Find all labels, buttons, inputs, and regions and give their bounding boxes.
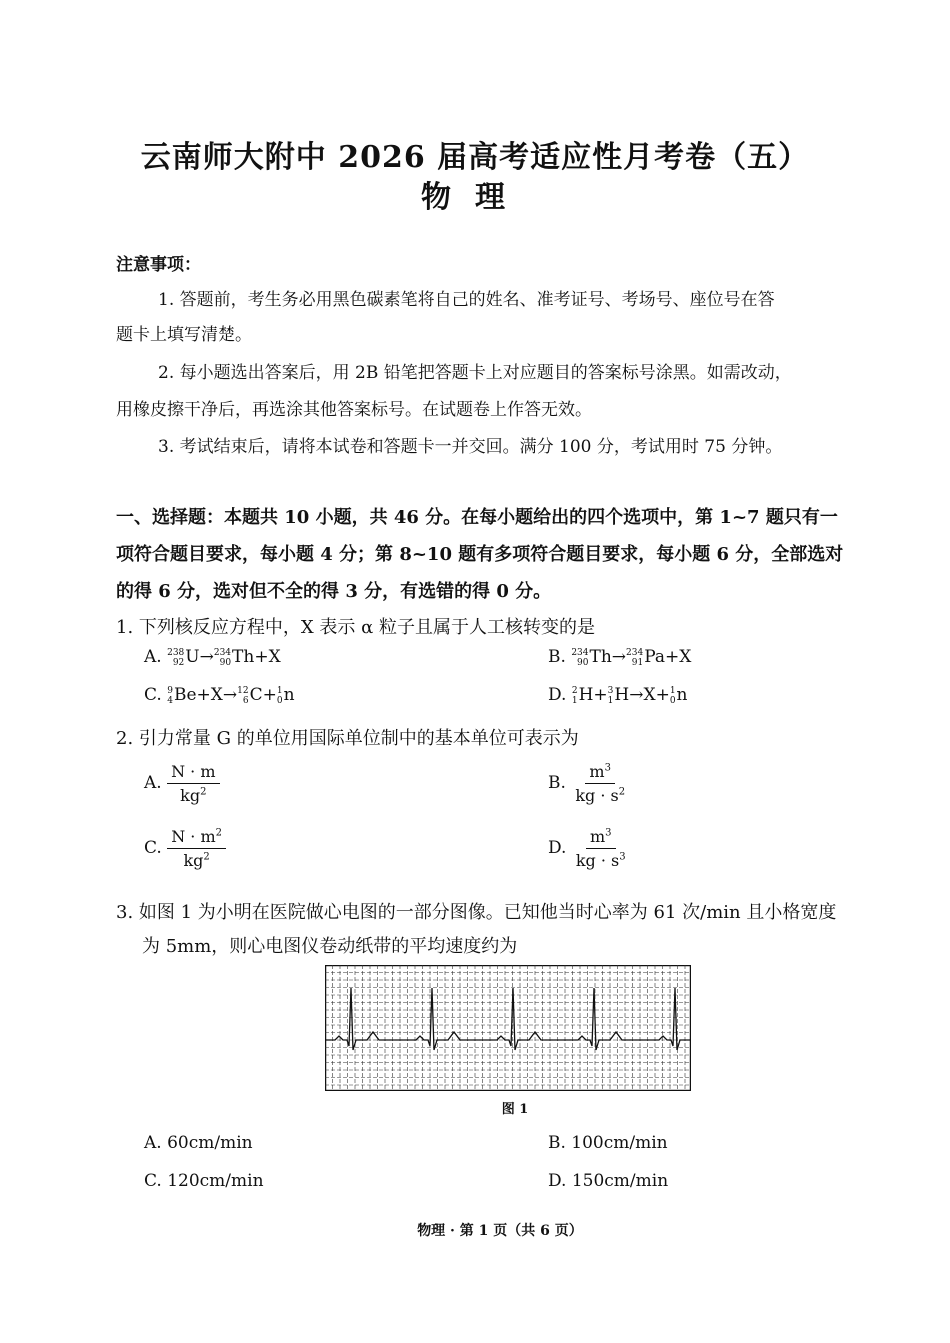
notice-item-1-line-2: 题卡上填写清楚。 xyxy=(116,325,252,345)
ecg-frame xyxy=(326,966,691,1091)
q2-option-b-fraction: $\frac{m^3}{kg \cdot s^2}$ xyxy=(575,762,626,805)
q1-option-a: A. 238 92 U→ 234 90 Th+X xyxy=(144,647,281,668)
q2-option-c-fraction: $\frac{N \cdot m^2}{kg^2}$ xyxy=(167,827,226,870)
notice-heading: 注意事项： xyxy=(116,255,201,275)
q3-option-c: C. 120cm/min xyxy=(144,1171,264,1191)
q2-option-a xyxy=(144,762,220,805)
q1-option-b: B. 234 90 Th→ 234 91 Pa+X xyxy=(548,647,692,668)
page-footer: 物理 · 第 1 页（共 6 页） xyxy=(417,1223,583,1239)
q2-stem: 2. 引力常量 G 的单位用国际单位制中的基本单位可表示为 xyxy=(116,728,579,749)
q2-option-d-label: D. xyxy=(548,838,567,858)
q2-option-c-label: C. xyxy=(144,838,162,858)
q3-option-b: B. 100cm/min xyxy=(548,1133,668,1153)
notice-item-3: 3. 考试结束后，请将本试卷和答题卡一并交回。满分 100 分，考试用时 75 分钟。 xyxy=(158,437,783,457)
section-1-line-2: 项符合题目要求，每小题 4 分；第 8~10 题有多项符合题目要求，每小题 6 分，全部选对 xyxy=(116,544,844,565)
ecg-figure xyxy=(325,965,691,1091)
page-title: 云南师大附中 2026 届高考适应性月考卷（五） xyxy=(140,140,810,175)
figure-1-caption: 图 1 xyxy=(501,1102,529,1117)
q2-option-a-label: A. xyxy=(144,773,162,793)
q1-option-b-label: B. xyxy=(548,647,566,667)
q2-option-d-fraction: $\frac{m^3}{kg \cdot s^3}$ xyxy=(575,827,626,870)
q3-stem-line-1: 3. 如图 1 为小明在医院做心电图的一部分图像。已知他当时心率为 61 次/min 且小格宽度 xyxy=(116,902,837,923)
q3-stem-line-2: 为 5mm，则心电图仪卷动纸带的平均速度约为 xyxy=(142,936,518,957)
q2-option-b xyxy=(548,762,629,805)
notice-item-2-line-1: 2. 每小题选出答案后，用 2B 铅笔把答题卡上对应题目的答案标号涂黑。如需改动， xyxy=(158,363,792,383)
q1-option-c-label: C. xyxy=(144,685,162,705)
q3-option-a: A. 60cm/min xyxy=(144,1133,253,1153)
q2-option-d xyxy=(548,827,630,870)
section-1-line-1: 一、选择题：本题共 10 小题，共 46 分。在每小题给出的四个选项中，第 1~7 题只有一 xyxy=(116,507,838,528)
q3-option-d: D. 150cm/min xyxy=(548,1171,669,1191)
q2-option-a-fraction: $\frac{N \cdot m}{kg^2}$ xyxy=(167,762,219,805)
q1-option-d-label: D. xyxy=(548,685,567,705)
q1-option-d: D. 2 1 H+ 3 1 H→X+ 1 0 n xyxy=(548,685,688,706)
q2-option-b-label: B. xyxy=(548,773,566,793)
q1-option-c: C. 9 4 Be+X→ 12 6 C+ 1 0 n xyxy=(144,685,295,706)
q1-stem: 1. 下列核反应方程中，X 表示 α 粒子且属于人工核转变的是 xyxy=(116,617,596,638)
q1-a-u-nuclide: 238 92 xyxy=(167,647,185,668)
q1-option-a-label: A. xyxy=(144,647,162,667)
q2-option-c xyxy=(144,827,226,870)
subject-title: 物理 xyxy=(421,180,529,215)
section-1-line-3: 的得 6 分，选对但不全的得 3 分，有选错的得 0 分。 xyxy=(116,581,552,602)
notice-item-1-line-1: 1. 答题前，考生务必用黑色碳素笔将自己的姓名、准考证号、考场号、座位号在答 xyxy=(158,290,775,310)
notice-item-2-line-2: 用橡皮擦干净后，再选涂其他答案标号。在试题卷上作答无效。 xyxy=(116,400,592,420)
